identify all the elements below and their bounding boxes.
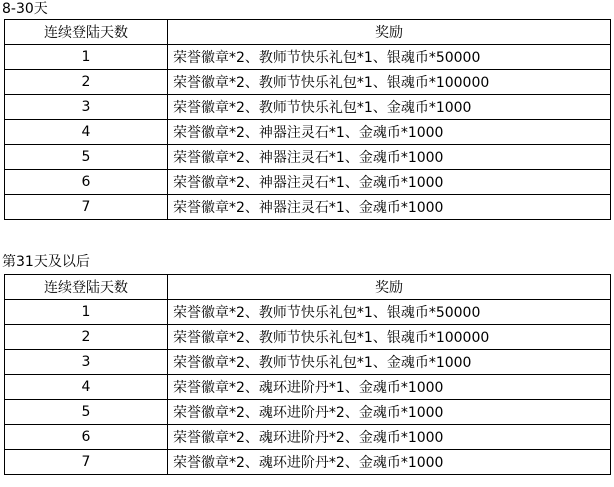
- table-header-row: [5, 275, 611, 300]
- reward-cell: 荣誉徽章*2、神器注灵石*1、金魂币*1000: [168, 145, 611, 170]
- header-consecutive-days: 连续登陆天数: [5, 275, 168, 300]
- reward-cell: 荣誉徽章*2、魂环进阶丹*2、金魂币*1000: [168, 425, 611, 450]
- reward-cell: 荣誉徽章*2、教师节快乐礼包*1、银魂币*100000: [168, 70, 611, 95]
- day-cell: 4: [5, 375, 168, 400]
- day-cell: 2: [5, 325, 168, 350]
- day-cell: 7: [5, 195, 168, 220]
- table-row: [5, 325, 611, 350]
- day-cell: 1: [5, 45, 168, 70]
- table-row: [5, 425, 611, 450]
- table-row: [5, 45, 611, 70]
- reward-cell: 荣誉徽章*2、魂环进阶丹*2、金魂币*1000: [168, 450, 611, 475]
- table-row: [5, 300, 611, 325]
- section-title-8-30: 8-30天: [2, 1, 48, 17]
- table-row: [5, 145, 611, 170]
- reward-cell: 荣誉徽章*2、神器注灵石*1、金魂币*1000: [168, 195, 611, 220]
- table-row: [5, 70, 611, 95]
- day-cell: 5: [5, 145, 168, 170]
- section-title-day-31-plus: 第31天及以后: [2, 254, 90, 270]
- day-cell: 6: [5, 170, 168, 195]
- reward-cell: 荣誉徽章*2、神器注灵石*1、金魂币*1000: [168, 120, 611, 145]
- day-cell: 1: [5, 300, 168, 325]
- day-cell: 7: [5, 450, 168, 475]
- day-cell: 5: [5, 400, 168, 425]
- reward-cell: 荣誉徽章*2、教师节快乐礼包*1、金魂币*1000: [168, 95, 611, 120]
- reward-cell: 荣誉徽章*2、教师节快乐礼包*1、银魂币*50000: [168, 300, 611, 325]
- table-row: [5, 195, 611, 220]
- reward-cell: 荣誉徽章*2、教师节快乐礼包*1、金魂币*1000: [168, 350, 611, 375]
- day-cell: 2: [5, 70, 168, 95]
- day-cell: 3: [5, 350, 168, 375]
- table-row: [5, 450, 611, 475]
- header-consecutive-days: 连续登陆天数: [5, 20, 168, 45]
- day-cell: 3: [5, 95, 168, 120]
- reward-cell: 荣誉徽章*2、魂环进阶丹*2、金魂币*1000: [168, 400, 611, 425]
- day-cell: 4: [5, 120, 168, 145]
- table-row: [5, 375, 611, 400]
- reward-cell: 荣誉徽章*2、教师节快乐礼包*1、银魂币*100000: [168, 325, 611, 350]
- header-reward: 奖励: [168, 20, 611, 45]
- table-row: [5, 95, 611, 120]
- table-row: [5, 350, 611, 375]
- reward-cell: 荣誉徽章*2、神器注灵石*1、金魂币*1000: [168, 170, 611, 195]
- reward-table-8-30: [4, 19, 611, 220]
- day-cell: 6: [5, 425, 168, 450]
- table-row: [5, 120, 611, 145]
- table-row: [5, 400, 611, 425]
- reward-cell: 荣誉徽章*2、魂环进阶丹*1、金魂币*1000: [168, 375, 611, 400]
- table-header-row: [5, 20, 611, 45]
- reward-table-day-31-plus: [4, 274, 611, 475]
- table-row: [5, 170, 611, 195]
- header-reward: 奖励: [168, 275, 611, 300]
- reward-cell: 荣誉徽章*2、教师节快乐礼包*1、银魂币*50000: [168, 45, 611, 70]
